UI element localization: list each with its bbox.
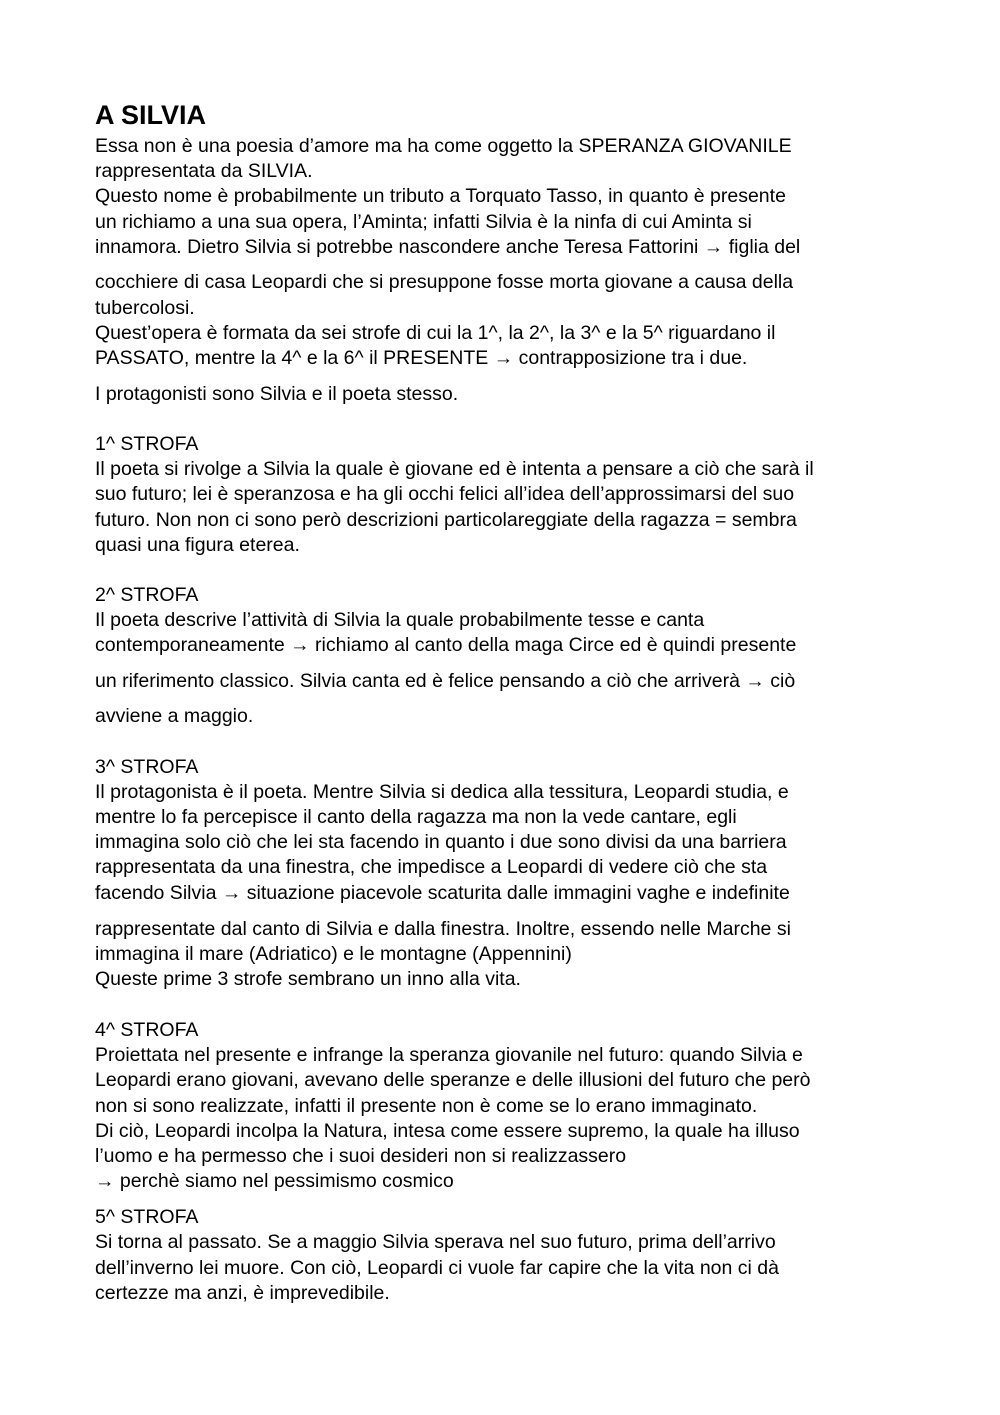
- intro-line: innamora. Dietro Silvia si potrebbe nascondere anche Teresa Fattorini → figlia del: [95, 236, 801, 258]
- body-line: certezze ma anzi, è imprevedibile.: [95, 1282, 390, 1304]
- intro-line: un richiamo a una sua opera, l’Aminta; infatti Silvia è la ninfa di cui Aminta si: [95, 211, 752, 233]
- body-line: immagina solo ciò che lei sta facendo in quanto i due sono divisi da una barriera: [95, 831, 787, 853]
- section-heading: 4^ STROFA: [95, 1019, 199, 1041]
- intro-line: Questo nome è probabilmente un tributo a Torquato Tasso, in quanto è presente: [95, 185, 786, 207]
- body-line: facendo Silvia → situazione piacevole scaturita dalle immagini vaghe e indefinite: [95, 882, 790, 904]
- intro-line: tubercolosi.: [95, 297, 195, 319]
- section-heading: 1^ STROFA: [95, 433, 199, 455]
- body-line: Di ciò, Leopardi incolpa la Natura, intesa come essere supremo, la quale ha illuso: [95, 1120, 800, 1142]
- section-heading: 2^ STROFA: [95, 584, 199, 606]
- body-line: quasi una figura eterea.: [95, 534, 300, 556]
- intro-line: PASSATO, mentre la 4^ e la 6^ il PRESENTE → contrapposizione tra i due.: [95, 347, 748, 369]
- intro-line: I protagonisti sono Silvia e il poeta stesso.: [95, 383, 459, 405]
- body-line: Leopardi erano giovani, avevano delle speranze e delle illusioni del futuro che però: [95, 1069, 811, 1091]
- body-line: rappresentata da una finestra, che impedisce a Leopardi di vedere ciò che sta: [95, 856, 768, 878]
- page-title: A SILVIA: [95, 100, 207, 130]
- body-line: Il poeta si rivolge a Silvia la quale è giovane ed è intenta a pensare a ciò che sarà il: [95, 458, 814, 480]
- body-line: contemporaneamente → richiamo al canto della maga Circe ed è quindi presente: [95, 634, 797, 656]
- body-line: l’uomo e ha permesso che i suoi desideri non si realizzassero: [95, 1145, 627, 1167]
- body-line: un riferimento classico. Silvia canta ed è felice pensando a ciò che arriverà → ciò: [95, 670, 796, 692]
- body-line: → perchè siamo nel pessimismo cosmico: [95, 1170, 454, 1192]
- intro-line: Quest’opera è formata da sei strofe di cui la 1^, la 2^, la 3^ e la 5^ riguardano il: [95, 322, 776, 344]
- body-line: futuro. Non non ci sono però descrizioni particolareggiate della ragazza = sembra: [95, 509, 797, 531]
- body-line: Il protagonista è il poeta. Mentre Silvia si dedica alla tessitura, Leopardi studia, e: [95, 781, 789, 803]
- body-line: avviene a maggio.: [95, 705, 254, 727]
- body-line: Queste prime 3 strofe sembrano un inno alla vita.: [95, 968, 521, 990]
- section-heading: 5^ STROFA: [95, 1206, 199, 1228]
- body-line: dell’inverno lei muore. Con ciò, Leopardi ci vuole far capire che la vita non ci dà: [95, 1257, 779, 1279]
- body-line: mentre lo fa percepisce il canto della ragazza ma non la vede cantare, egli: [95, 806, 737, 828]
- body-line: Proiettata nel presente e infrange la speranza giovanile nel futuro: quando Silvia e: [95, 1044, 803, 1066]
- body-line: suo futuro; lei è speranzosa e ha gli occhi felici all’idea dell’approssimarsi del suo: [95, 483, 795, 505]
- section-heading: 3^ STROFA: [95, 756, 199, 778]
- body-line: immagina il mare (Adriatico) e le montagne (Appennini): [95, 943, 572, 965]
- intro-line: Essa non è una poesia d’amore ma ha come oggetto la SPERANZA GIOVANILE: [95, 135, 792, 157]
- body-line: non si sono realizzate, infatti il presente non è come se lo erano immaginato.: [95, 1095, 758, 1117]
- intro-line: rappresentata da SILVIA.: [95, 160, 313, 182]
- body-line: Il poeta descrive l’attività di Silvia la quale probabilmente tesse e canta: [95, 609, 705, 631]
- body-line: Si torna al passato. Se a maggio Silvia sperava nel suo futuro, prima dell’arrivo: [95, 1231, 776, 1253]
- intro-line: cocchiere di casa Leopardi che si presuppone fosse morta giovane a causa della: [95, 271, 794, 293]
- body-line: rappresentate dal canto di Silvia e dalla finestra. Inoltre, essendo nelle Marche si: [95, 918, 791, 940]
